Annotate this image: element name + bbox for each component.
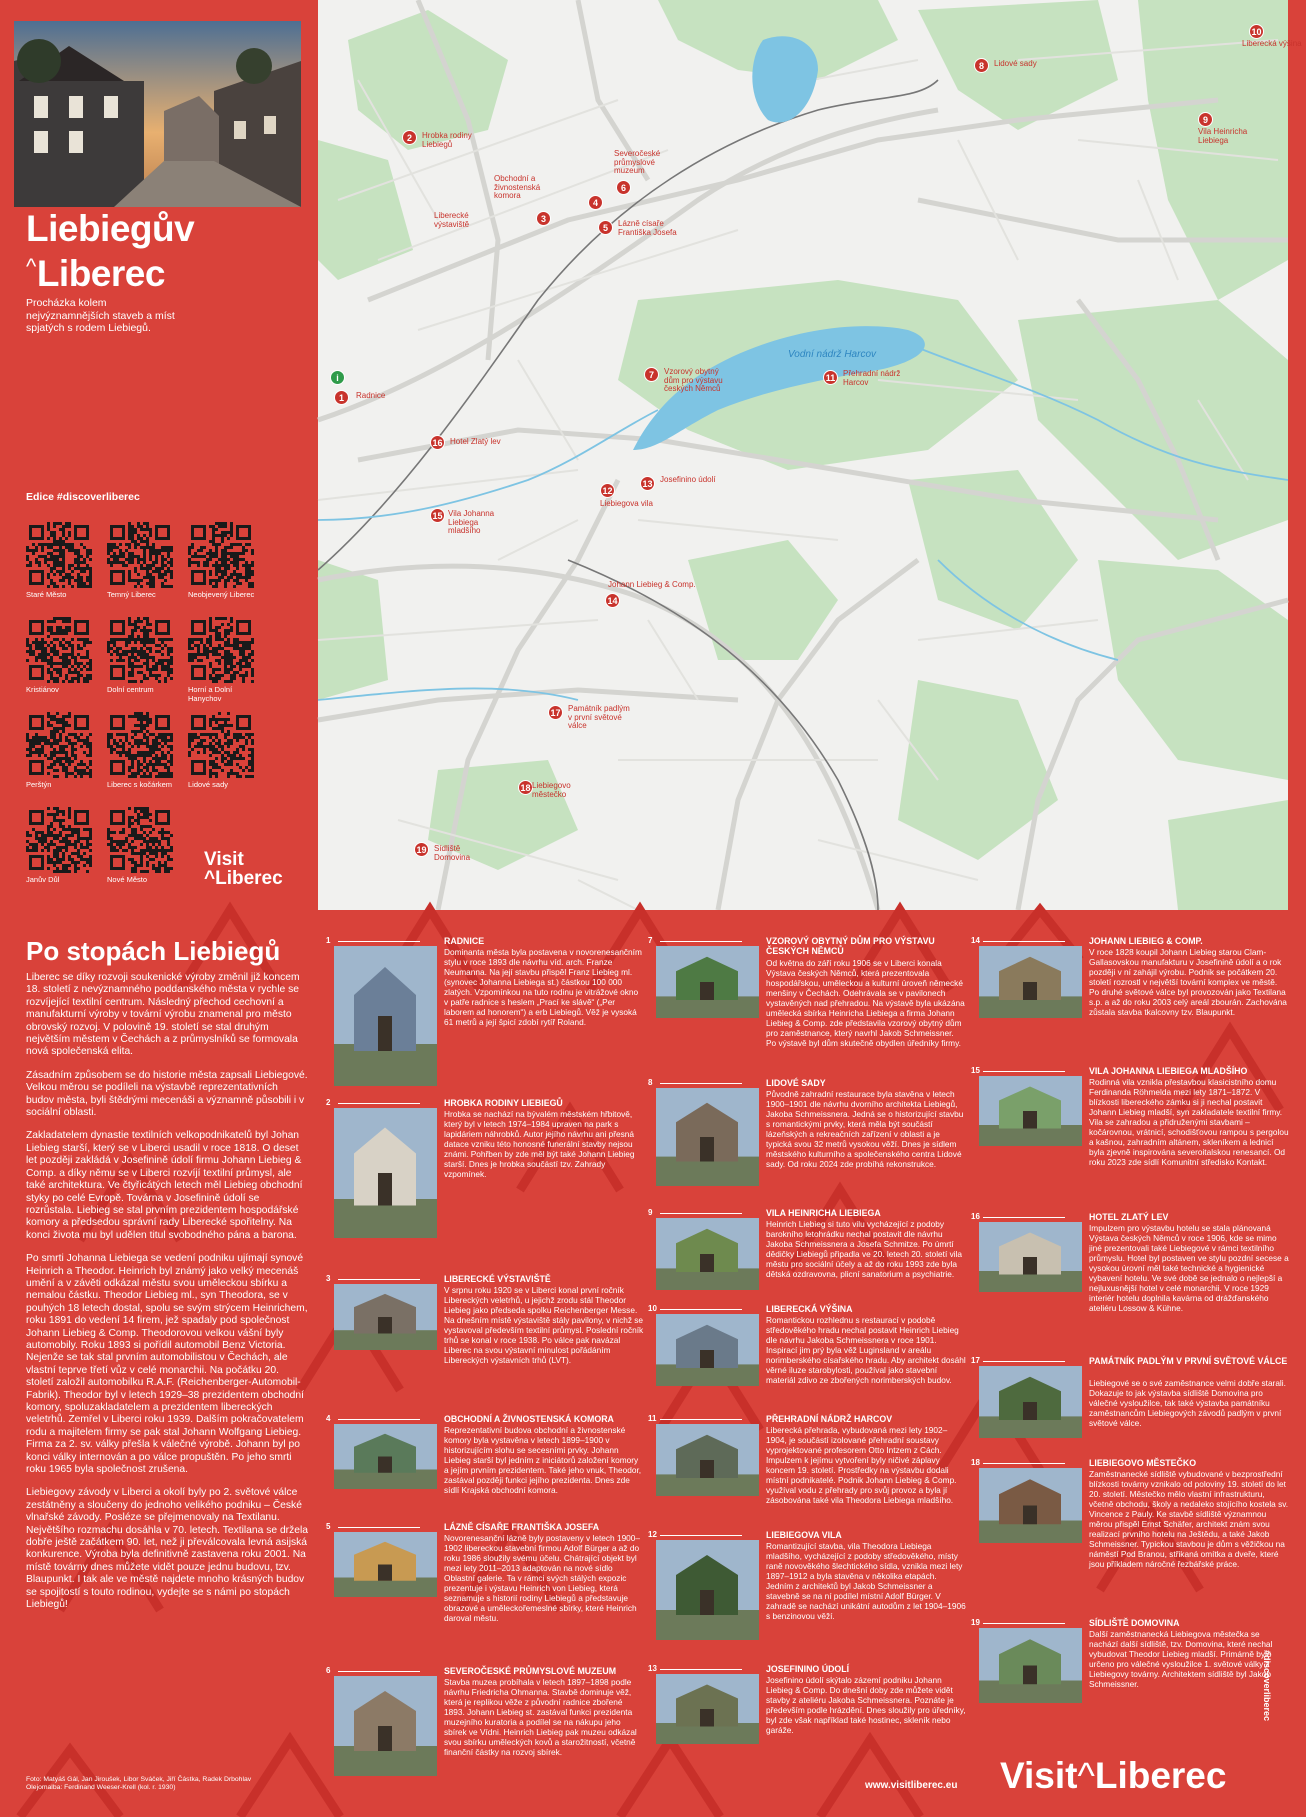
sight-description: V srpnu roku 1920 se v Liberci konal první ročník Libereckých veletrhů, u jejichž zrodu stál Theodor Liebieg jako předseda spolku Reichenberger Messe. Na dnešním místě výstaviště stály pavilony, v nichž se vystavoval především textilní průmysl. Poslední ročník trhů se konal v roce 1938. Po válce pak navázal Liberec na svou výstavní minulost pořádáním Libereckých výstavních trhů (LVT). (444, 1285, 644, 1365)
sight-entry (326, 1666, 644, 1786)
sight-title: JOSEFININO ÚDOLÍ (766, 1664, 850, 1674)
map-pin-label: Přehradní nádrž Harcov (843, 369, 901, 387)
map-pin-16[interactable]: 16 (430, 435, 445, 450)
sight-entry (971, 936, 1289, 1028)
sight-photo (656, 946, 759, 1018)
sight-description: Rodinná vila vznikla přestavbou klasicistního domu Ferdinanda Röhmelda mezi lety 1871–1872. V blízkosti libereckého zámku si ji nechal postavit Johann Liebieg mladší, syn zakladatele textilní firmy. Vila se zahradou a přidruženými stavbami – kočárovnou, vrátnicí, schodišťovou rampou s pergolou a kašnou, zahradním altánem, skleníkem a lednicí byla zjevně inspirována severoitalskou renesancí. Od roku 2023 zde sídlí Komunitní středisko Kontakt. (1089, 1077, 1289, 1167)
sight-entry (971, 1212, 1289, 1313)
story-paragraph: Po smrti Johanna Liebiega se vedení podniku ujímají synové Heinrich a Theodor. Heinrich byl známý jako velký mecenáš umění a v závěti odkázal městu svou uměleckou sbírku a nemalou částku. Theodor Liebieg ml., syn Theodora, se v pouhých 18 letech dostal, spolu se svým strýcem Heinrichem, roku 1891 do vedení 14 firem, jež spadaly pod společnost Johann Liebieg & Comp. Theodorovou velkou vášní byly automobily. Roku 1893 si pořídil automobil Benz Victoria. Nejenže se tak stal prvním automobilistou v Čechách, ale vlastní teprve třetí vůz v celé monarchii. Na počátku 20. století založil automobilku R.A.F. (Reichenberger-Automobil-Fabrik). Theodor byl v letech 1929–38 prezidentem obchodní komory, spoluzakladatelem a prezidentem libereckých veletrhů. Zemřel v Liberci roku 1939. Dalším pokračovatelem rodu a majitelem firmy se pak stal Johann Wolfgang Liebieg. Firma za 2. sv. války přešla k válečné výrobě. Johann byl po konci války internován a po válce propuštěn. Po jeho smrti roku 1965 byla společnost zrušena. (26, 1253, 308, 1476)
sight-number: 16 (971, 1212, 980, 1221)
map-pin-label: Vila Heinricha Liebiega (1198, 127, 1248, 145)
sight-photo (334, 1284, 437, 1350)
map-pin-label: Lázně císaře Františka Josefa (618, 219, 677, 237)
sight-description: Romantizující stavba, vila Theodora Liebiega mladšího, vycházející z podoby středověkého, místy raně novověkého šlechtického sídla, vznikla mezi lety 1897–1912 a byla stavěna v několika etapách. Jedním z architektů byl Jakob Schmeissner a stavebně se na ní podílel místní Adolf Bürger. V zahradě se nachází unikátní autodům z let 1904–1906 s benzinovou věží. (766, 1541, 966, 1621)
sight-number: 4 (326, 1414, 331, 1423)
map-pin-9[interactable]: 9 (1198, 112, 1213, 127)
map-pin-3[interactable]: 3 (536, 211, 551, 226)
sight-number: 19 (971, 1618, 980, 1627)
logo-liberec-line (204, 869, 283, 888)
sight-description: Další zaměstnanecká Liebiegova městečka se nachází další sídliště, tzv. Domovina, které nechal vybudovat Theodor Liebieg mladší. Primárně bylo určeno pro válečné vysloužilce 1. světové války z Liebiegovy továrny. Architektem sídliště byl Jakob Schmeissner. (1089, 1629, 1273, 1689)
qr-code-icon[interactable] (188, 712, 254, 778)
map-pin-label: Josefinino údolí (660, 475, 716, 484)
sight-description: Stavba muzea probíhala v letech 1897–1898 podle návrhu Friedricha Ohmanna. Stavbě dominuje věž, která je replikou věže z původní radnice zbořené 1893. Johann Liebieg st. zastával funkci prezidenta muzejního kuratoria a podílel se na nákupu jeho sbírek ve Vídni. Heinrich Liebieg pak muzeu odkázal svou sbírku uměleckých kovů a starožitností, včetně finanční částky na rozvoj sbírek. (444, 1677, 637, 1757)
sight-description: Romantickou rozhlednu s restaurací v podobě středověkého hradu nechal postavit Heinrich Liebieg dle návrhu Jakoba Schmeissnera v roce 1901. Inspirací jim prý byla věž Luginsland v areálu norimberského císařského hradu. Aby architekt dosáhl věrné iluze starobylosti, používal jako stavební materiál zdivo ze zbořených norimberských budov. (766, 1315, 966, 1385)
sight-photo (656, 1314, 759, 1386)
cover-panel (0, 0, 318, 910)
map-pin-label: Památník padlým v první světové válce (568, 704, 630, 730)
sight-description: Heinrich Liebieg si tuto vilu vycházející z podoby barokního letohrádku nechal postavit dle návrhu Jakoba Schmeissnera a Josefa Schmitze. Po úmrtí dědičky Liebiegů připadla ve 20. letech 20. století vila městu pro sociální účely a až do roku 1993 zde byla dětská ozdravovna, plicní sanatorium a psychiatrie. (766, 1219, 963, 1279)
qr-code-icon[interactable] (26, 807, 92, 873)
sight-photo (656, 1674, 759, 1744)
sight-description: Liebiegové se o své zaměstnance velmi dobře starali. Dokazuje to jak výstavba sídliště Domovina pro válečné vysloužilce, tak také výstavba památníku zaměstnancům Liebiegových závodů padlým v první světové válce. (1089, 1378, 1286, 1428)
sight-number: 14 (971, 936, 980, 945)
story-title: Po stopách Liebiegů (26, 936, 281, 966)
qr-code-icon[interactable] (188, 617, 254, 683)
qr-item[interactable] (26, 807, 100, 885)
map-pin-10[interactable]: 10 (1249, 24, 1264, 39)
sight-title: SÍDLIŠTĚ DOMOVINA (1089, 1618, 1180, 1628)
qr-code-icon[interactable] (107, 807, 173, 873)
sight-description: Josefinino údolí skýtalo zázemí podniku Johann Liebieg & Comp. Do dnešní doby zde můžete vidět stavby z ateliéru Jakoba Schmeissnera. Poznáte je především podle hrázdění. Dnes sloužily pro úředníky, byl zde však například také hostinec, skleník nebo garáže. (766, 1675, 966, 1735)
qr-code-icon[interactable] (26, 522, 92, 588)
qr-item[interactable] (26, 617, 100, 695)
sight-photo (656, 1424, 759, 1496)
sight-photo (656, 1218, 759, 1290)
sight-entry (326, 1274, 644, 1365)
sight-divider (983, 941, 1065, 942)
logo-large-liberec: Liberec (1094, 1755, 1227, 1796)
sight-description: Impulzem pro výstavbu hotelu se stala plánovaná Výstava českých Němců v roce 1906, kde se mimo jiné prezentovali také Liebiegové v rámci textilního průmyslu. Hotel byl postaven ve stylu pozdní secese a vysokou úrovní měl také technické a hygienické vybavení hotelu. Ve své době se jednalo o nejlepší a nejluxusnější hotel v celé monarchii. V roce 1929 interiér hotelu doplnila kavárna od drážďanského ateliéru Lossow & Kühne. (1089, 1223, 1289, 1313)
sight-photo (334, 1424, 437, 1489)
sight-entry (648, 1414, 966, 1506)
sight-entry (326, 1522, 644, 1623)
sight-number: 17 (971, 1356, 980, 1365)
qr-label: Kristiánov (26, 685, 59, 694)
sight-description: Novorenesanční lázně byly postaveny v letech 1900–1902 libereckou stavební firmou Adolf Bürger a až do roku 1986 sloužily svému účelu. Chátrající objekt byl mezi lety 2011–2013 adaptován na nové sídlo Oblastní galerie. Ta v rámci svých stálých expozic prezentuje i výstavu Heinrich von Liebieg, která seznamuje s historií rodiny Liebiegů a představuje obrazové a uměleckořemeslné sbírky, které Heinrich daroval městu. (444, 1533, 641, 1623)
map-pin-label: Hrobka rodiny Liebiegů (422, 131, 472, 149)
sight-entry (648, 936, 966, 1048)
qr-label: Staré Město (26, 590, 67, 599)
map-pin-5[interactable]: 5 (598, 220, 613, 235)
map-pin-8[interactable]: 8 (974, 58, 989, 73)
sight-number: 3 (326, 1274, 331, 1283)
qr-item[interactable] (26, 522, 100, 600)
map-pin-label: Liberecká výšina (1242, 39, 1302, 48)
qr-code-icon[interactable] (188, 522, 254, 588)
logo-large-caret: ^ (1077, 1755, 1095, 1796)
sight-photo (334, 1108, 437, 1238)
sight-divider (660, 1083, 742, 1084)
sight-number: 15 (971, 1066, 980, 1075)
sight-divider (660, 1213, 742, 1214)
sight-title: VILA JOHANNA LIEBIEGA MLADŠÍHO (1089, 1066, 1248, 1076)
qr-code-icon[interactable] (107, 522, 173, 588)
map-pin-4[interactable]: 4 (588, 195, 603, 210)
sight-title: PAMÁTNÍK PADLÝM V PRVNÍ SVĚTOVÉ VÁLCE (1089, 1356, 1288, 1366)
sight-entry (326, 1098, 644, 1248)
sight-entry (648, 1530, 966, 1650)
map-pin-label: Obchodní a živnostenská komora (494, 174, 541, 200)
sight-photo (656, 1088, 759, 1186)
map-pin-label: Liebiegova vila (600, 499, 653, 508)
qr-label: Nové Město (107, 875, 148, 884)
sight-photo (334, 1676, 437, 1776)
map-pin-label: Lidové sady (994, 59, 1037, 68)
qr-item[interactable] (188, 712, 262, 790)
sight-photo (979, 1222, 1082, 1292)
sight-title: JOHANN LIEBIEG & COMP. (1089, 936, 1203, 946)
story-paragraph: Zakladatelem dynastie textilních velkopodnikatelů byl Johan Liebieg starší, který se v Liberci usadil v roce 1818. O deset let později zakládá v Josefinině údolí firmu Johann Liebieg & Comp. a díky němu se v Liberci rozvíjí textilní průmysl, ale také architektura. Ve čtyřicátých letech měl Liebieg obchodní styky po celé Evropě. Továrna v Josefinině údolí se rozrůstala. Liebieg se stal prvním prezidentem hospodářské komory a předsedou správní rady Liberecké spořitelny. Na konci života mu byl udělen titul svobodného pána a barona. (26, 1130, 303, 1241)
qr-code-icon[interactable] (107, 617, 173, 683)
sight-title: LIBERECKÁ VÝŠINA (766, 1304, 853, 1314)
sight-entry (971, 1618, 1289, 1713)
sight-number: 9 (648, 1208, 653, 1217)
map-pin-15[interactable]: 15 (430, 508, 445, 523)
sight-description: Od května do září roku 1906 se v Liberci konala Výstava českých Němců, která prezentovala hospodářskou, uměleckou a kulturní úroveň německé menšiny v Čechách. Odehrávala se v pavilonech vystavěných nad přehradou. Na výstavě byla ukázána umělecká sbírka Heinricha Liebiega a firma Johann Liebieg & Comp. zde představila vzorový obytný dům pro zaměstnance, který navrhl Jakob Schmeissner. Po výstavě byl dům skutečně obydlen úředníky firmy. (766, 958, 965, 1048)
map-pin-19[interactable]: 19 (414, 842, 429, 857)
sight-photo (656, 1540, 759, 1640)
map-pin-17[interactable]: 17 (548, 705, 563, 720)
visit-liberec-logo-small (204, 850, 283, 888)
sight-entry (971, 1458, 1289, 1569)
sight-title: OBCHODNÍ A ŽIVNOSTENSKÁ KOMORA (444, 1414, 614, 1424)
edition-title: Edice #discoverliberec (26, 491, 140, 503)
sight-title: LIBERECKÉ VÝSTAVIŠTĚ (444, 1274, 551, 1284)
qr-item[interactable] (188, 617, 262, 703)
map-pin-label: Vila Johanna Liebiega mladšího (448, 509, 495, 535)
map-pin-label: Radnice (356, 391, 386, 400)
sight-divider (983, 1623, 1065, 1624)
sight-description: Liberecká přehrada, vybudovaná mezi lety 1902–1904, je součástí izolované přehradní soustavy vyprojektované profesorem Otto Intzem z Cách. Impulzem k jejímu vytvoření byly ničivé záplavy koncem 19. století. Prostředky na výstavbu dodali místní podnikatelé. Podnik Johann Liebieg & Comp. využíval vodu z přehrady pro svůj provoz a byla jí zásobována také vila Theodora Liebiega mladšího. (766, 1425, 957, 1505)
sight-divider (983, 1217, 1065, 1218)
sight-entry (326, 1414, 644, 1499)
sight-photo (979, 1076, 1082, 1146)
story-paragraph: Liberec se díky rozvoji soukenické výroby změnil již koncem 18. století z nevýznamného poddanského města v rychle se rozvíjející textilní centrum. Následný přechod cechovní a manufakturní výroby v tovární výrobu znamenal pro město obrovský rozvoj. V polovině 19. století se stal druhým největším městem v Čechách a z průmyslníků se formovala nová společenská elita. (26, 972, 300, 1058)
map-pin-11[interactable]: 11 (823, 370, 838, 385)
sight-divider (660, 941, 742, 942)
sight-photo (979, 1366, 1082, 1438)
hero-photo-villa-street (14, 21, 301, 207)
sight-divider (338, 1527, 420, 1528)
sight-divider (338, 1279, 420, 1280)
map-pin-label: Liebiegovo městečko (532, 781, 571, 799)
qr-label: Horní a Dolní Hanychov (188, 685, 233, 703)
map-pin-6[interactable]: 6 (616, 180, 631, 195)
sight-description: V roce 1828 koupil Johann Liebieg starou Clam-Gallasovskou manufakturu v Josefinině údolí a o rok později v ní zahájil výrobu. Podnik se počátkem 20. století rozrostl v největší tovární komplex ve městě. Po druhé světové válce byl provozován jako Textilana s.p. a až do roku 2003 celý areál zbourán. Zachována zůstala stavba tkalcovny tzv. Blaupunkt. (1089, 947, 1287, 1017)
sight-title: HROBKA RODINY LIEBIEGŮ (444, 1098, 563, 1108)
bottom-section (0, 910, 1288, 1817)
qr-label: Perštýn (26, 780, 52, 789)
logo-caret: ^ (204, 868, 216, 889)
map-pin-label: Liberecké výstaviště (434, 211, 470, 229)
sight-photo (979, 1468, 1082, 1543)
qr-code-icon[interactable] (26, 617, 92, 683)
qr-item[interactable] (188, 522, 262, 600)
qr-code-icon[interactable] (26, 712, 92, 778)
sight-divider (983, 1361, 1065, 1362)
sight-description: Hrobka se nachází na bývalém městském hřbitově, který byl v letech 1974–1984 upraven na park s lapidáriem náhrobků. Autor jejího návrhu ani přesná datace vzniku této honosné funerální stavby nejsou známi. Pohřben by zde měl být také Johann Liebieg starší. Dnes je hrobka součástí tzv. Zahrady vzpomínek. (444, 1109, 635, 1179)
sight-divider (338, 1671, 420, 1672)
reservoir-label: Vodní nádrž Harcov (788, 349, 877, 360)
sight-divider (660, 1309, 742, 1310)
sight-number: 18 (971, 1458, 980, 1467)
website-link[interactable]: www.visitliberec.eu (865, 1780, 958, 1791)
sight-divider (660, 1419, 742, 1420)
map-pin-label: Sídliště Domovina (434, 844, 471, 862)
qr-item[interactable] (26, 712, 100, 790)
logo-liberec: Liberec (215, 868, 283, 889)
sight-photo (979, 946, 1082, 1018)
sight-divider (338, 941, 420, 942)
title-line-2 (26, 248, 194, 293)
qr-label: Lidové sady (188, 780, 229, 789)
sight-number: 11 (648, 1414, 657, 1423)
sight-title: LIEBIEGOVA VILA (766, 1530, 842, 1540)
sight-entry (648, 1078, 966, 1196)
sight-entry (326, 936, 644, 1096)
map-pin-label: Johann Liebieg & Comp. (608, 580, 696, 589)
caret-logo-mark: ^ (26, 254, 36, 279)
qr-item[interactable] (107, 807, 181, 885)
credits-painting: Olejomalba: Ferdinand Weeser-Krell (kol. r. 1930) (26, 1784, 176, 1791)
map-pin-7[interactable]: 7 (644, 367, 659, 382)
sight-number: 13 (648, 1664, 657, 1673)
sight-entry (648, 1208, 966, 1300)
sight-number: 6 (326, 1666, 331, 1675)
map-pin-13[interactable]: 13 (640, 476, 655, 491)
sight-description: Reprezentativní budova obchodní a živnostenské komory byla vystavěna v letech 1899–1900 v historizujícím slohu se secesními prvky. Johann Liebieg starší byl jedním z iniciátorů založení komory a jejím prvním prezidentem. Také jeho vnuk, Theodor, zastával později funkci jejího prezidenta. Dnes zde sídlí Krajská obchodní komora. (444, 1425, 642, 1495)
sight-divider (983, 1463, 1065, 1464)
qr-item[interactable] (107, 617, 181, 695)
photo-credits (26, 1776, 326, 1792)
qr-label: Neobjevený Liberec (188, 590, 255, 599)
map-pin-label: Vzorový obytný dům pro výstavu českých Němců (664, 367, 723, 393)
sight-number: 5 (326, 1522, 331, 1531)
qr-label: Janův Důl (26, 875, 60, 884)
sight-description: Původně zahradní restaurace byla stavěna v letech 1900–1901 dle návrhu dvorního architekta Liebiegů, Jakoba Schmeissnera. Jedná se o historizující stavbu s romantickými prvky, která měla být součástí lázeňských a rekreačních zařízení v oblasti a je typická svou 32 metrů vysokou věží. Dnes je sídlem městského kulturního a společenského centra Lidové sady. Od roku 2024 zde probíhá rekonstrukce. (766, 1089, 964, 1169)
qr-item[interactable] (107, 712, 181, 790)
sight-title: LÁZNĚ CÍSAŘE FRANTIŠKA JOSEFA (444, 1522, 600, 1532)
sight-description: Dominanta města byla postavena v novorenesančním stylu v roce 1893 dle návrhu víd. arch. Franze Neumanna. Na její stavbu přispěl Franz Liebieg ml. (synovec Johanna Liebiega st.) částkou 100 000 zlatých. Vzpomínkou na tuto rodinu je vitrážové okno v patře radnice s heslem „Prací ke slávě“ („Per laborem ad honorem“) a erb Liebiegů. Věž je vysoká 61 metrů a její špicí zdobí rytíř Roland. (444, 947, 642, 1027)
qr-label: Temný Liberec (107, 590, 156, 599)
sight-photo (334, 946, 437, 1086)
sight-description: Zaměstnanecké sídliště vybudované v bezprostřední blízkosti továrny vznikalo od poloviny 19. století do let 20. století. Městečko mělo vlastní infrastrukturu, včetně obchodu, školy a nedaleko stojícího kostela sv. Vincence z Pauly. Ke stavbě sídliště významnou měrou přispěl Ernst Schäfer, architekt znám svou realizací prvního hotelu na Ještědu, a také Jakob Schmeissner. Typickou stavbou je dům s věžičkou na náměstí Pod Branou, střikaná omítka a dveře, které jsou příkladem náročné řezbářské práce. (1089, 1469, 1289, 1569)
map-pin-label: Severočeské průmyslové muzeum (614, 149, 661, 175)
visit-liberec-logo-large (1000, 1756, 1226, 1796)
sight-photo (334, 1532, 437, 1597)
sight-entry (971, 1066, 1289, 1167)
map-pin-18[interactable]: 18 (518, 780, 533, 795)
qr-item[interactable] (107, 522, 181, 600)
sight-photo (979, 1628, 1082, 1703)
sight-title: LIEBIEGOVO MĚSTEČKO (1089, 1458, 1197, 1468)
sight-title: HOTEL ZLATÝ LEV (1089, 1212, 1169, 1222)
city-map[interactable] (318, 0, 1302, 910)
qr-label: Dolní centrum (107, 685, 154, 694)
sight-title: SEVEROČESKÉ PRŮMYSLOVÉ MUZEUM (444, 1666, 617, 1676)
title-line-2-text: Liberec (36, 253, 165, 294)
sight-number: 7 (648, 936, 653, 945)
sight-title: LIDOVÉ SADY (766, 1078, 826, 1088)
story-paragraph: Zásadním způsobem se do historie města zapsali Liebiegové. Velkou měrou se podíleli na výstavbě reprezentativních budov města, byli štědrými mecenáši a významně působili i v sociální oblasti. (26, 1069, 308, 1119)
title-line-1: Liebiegův (26, 208, 195, 249)
sight-divider (660, 1535, 742, 1536)
map-pin-label: Hotel Zlatý lev (450, 437, 501, 446)
qr-label: Liberec s kočárkem (107, 780, 173, 789)
map-pin-12[interactable]: 12 (600, 483, 615, 498)
map-pin-1[interactable]: 1 (334, 390, 349, 405)
sight-entry (648, 1664, 966, 1754)
sight-divider (983, 1071, 1065, 1072)
sight-title: RADNICE (444, 936, 485, 946)
credits-photos: Foto: Matyáš Gál, Jan Jiroušek, Libor Sváček, Jiří Částka, Radek Drbohlav (26, 1776, 252, 1783)
logo-large-visit: Visit (1000, 1755, 1078, 1796)
hashtag-vertical: #discoverliberec (1262, 1650, 1272, 1722)
cover-intro: Procházka kolem nejvýznamnějších staveb a míst spjatých s rodem Liebiegů. (26, 297, 175, 334)
sight-divider (660, 1669, 742, 1670)
sight-entry (971, 1356, 1289, 1448)
logo-visit: Visit (204, 849, 244, 870)
sight-number: 2 (326, 1098, 331, 1107)
map-pin-14[interactable]: 14 (605, 593, 620, 608)
map-pin-2[interactable]: 2 (402, 130, 417, 145)
sight-divider (338, 1103, 420, 1104)
info-point-icon[interactable]: i (330, 370, 345, 385)
story-paragraph: Liebiegovy závody v Liberci a okolí byly po 2. světové válce zestátněny a sloučeny do jednoho velikého podniku – České vlnařské závody. Posléze se přejmenovaly na Textilanu. Největšího rozmachu dosáhla v 70. letech. Textilana se držela dobře ještě začátkem 90. let, než ji převálcovala levná asijská konkurence. Výroba byla definitivně zastavena roku 2001. Na místě továrny dnes můžete vidět pouze jednu budovu, tzv. Blaupunkt. I tak ale ve městě najdete mnoho krásných budov se spojitostí s touto rodinou, vydejte se s námi po stopách Liebiegů! (26, 1487, 308, 1611)
sight-title: VZOROVÝ OBYTNÝ DŮM PRO VÝSTAVU ČESKÝCH NĚMCŮ (766, 936, 935, 956)
sight-divider (338, 1419, 420, 1420)
sight-title: PŘEHRADNÍ NÁDRŽ HARCOV (766, 1414, 893, 1424)
sight-number: 1 (326, 936, 331, 945)
sight-number: 10 (648, 1304, 657, 1313)
sight-number: 8 (648, 1078, 653, 1087)
cover-title (26, 210, 194, 293)
story-text (26, 972, 308, 1623)
sight-title: VILA HEINRICHA LIEBIEGA (766, 1208, 881, 1218)
sight-number: 12 (648, 1530, 657, 1539)
sight-entry (648, 1304, 966, 1396)
qr-code-icon[interactable] (107, 712, 173, 778)
